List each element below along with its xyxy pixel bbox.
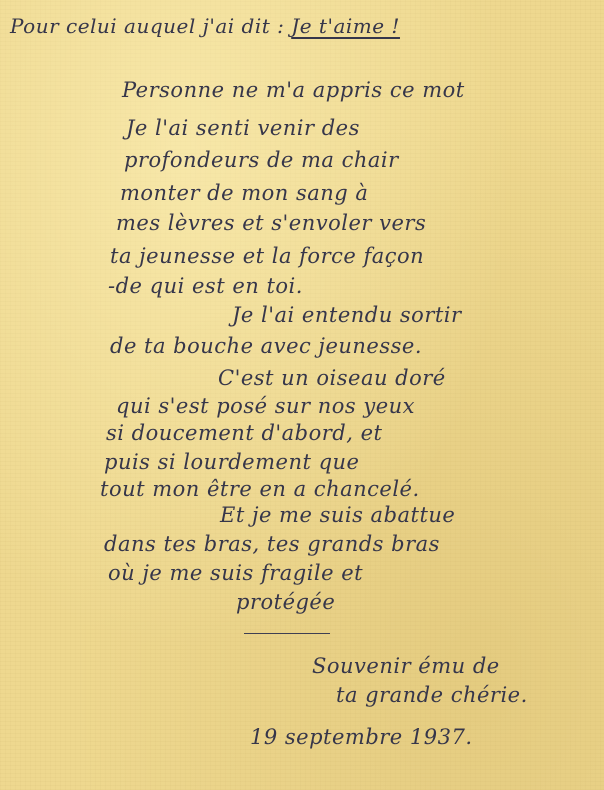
- poem-line: puis si lourdement que: [104, 450, 360, 474]
- poem-line: si doucement d'abord, et: [106, 421, 383, 445]
- poem-line: tout mon être en a chancelé.: [100, 477, 420, 501]
- poem-line: ta jeunesse et la force façon: [110, 244, 425, 268]
- poem-line: protégée: [236, 590, 336, 614]
- poem-line: C'est un oiseau doré: [218, 366, 446, 390]
- poem-line: Je l'ai senti venir des: [126, 116, 360, 140]
- poem-line: -de qui est en toi.: [108, 274, 303, 298]
- signature-line-1: Souvenir ému de: [312, 654, 500, 678]
- poem-line: Personne ne m'a appris ce mot: [122, 78, 465, 102]
- poem-line: profondeurs de ma chair: [124, 148, 399, 172]
- letter-date: 19 septembre 1937.: [250, 725, 473, 749]
- poem-line: qui s'est posé sur nos yeux: [116, 394, 415, 418]
- poem-line: monter de mon sang à: [120, 181, 369, 205]
- poem-line: Je l'ai entendu sortir: [232, 303, 462, 327]
- separator-rule: [244, 633, 330, 634]
- poem-line: de ta bouche avec jeunesse.: [110, 334, 423, 358]
- poem-line: mes lèvres et s'envoler vers: [116, 211, 427, 235]
- letter-heading: [10, 16, 400, 36]
- signature-line-2: ta grande chérie.: [336, 683, 528, 707]
- heading-dedication: Je t'aime !: [291, 14, 400, 38]
- poem-line: Et je me suis abattue: [220, 503, 456, 527]
- heading-prefix: Pour celui auquel j'ai dit :: [10, 14, 285, 38]
- poem-line: dans tes bras, tes grands bras: [104, 532, 440, 556]
- poem-line: où je me suis fragile et: [108, 561, 364, 585]
